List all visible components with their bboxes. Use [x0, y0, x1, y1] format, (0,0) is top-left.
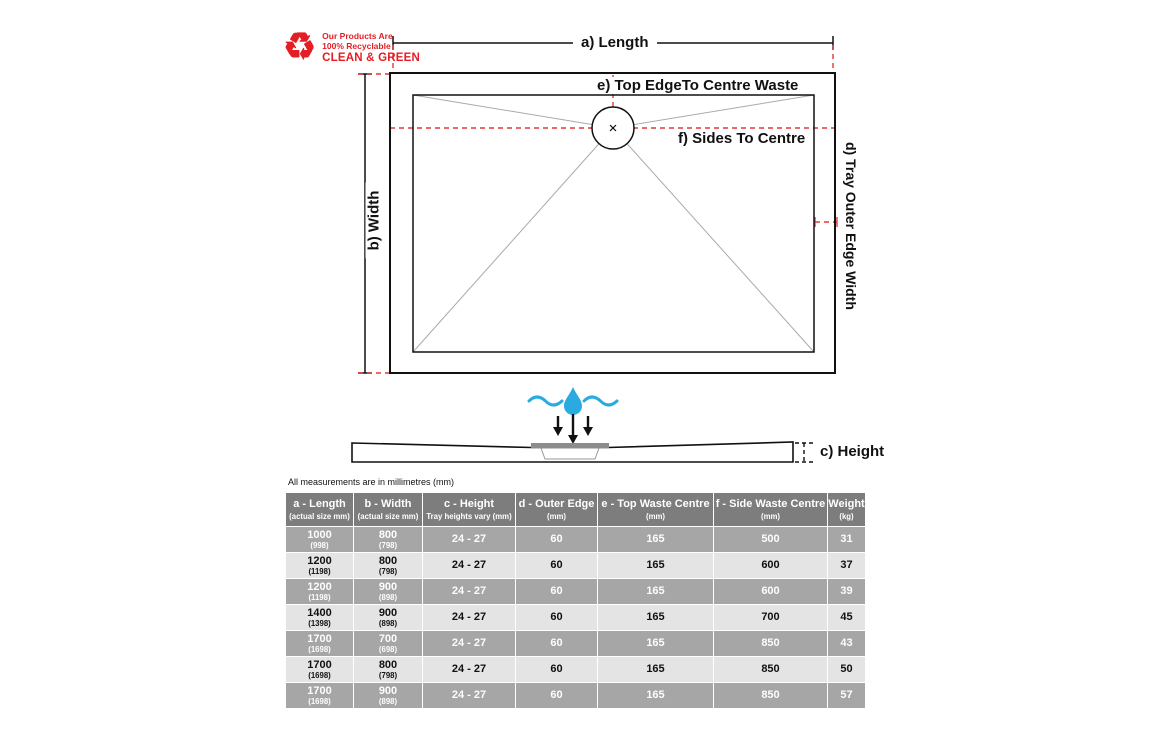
- width-label: b) Width: [365, 183, 382, 259]
- water-drop-icon: [564, 387, 582, 415]
- top-waste-centre-cell: 165: [598, 579, 714, 605]
- outer-edge-cell: 60: [516, 527, 598, 553]
- outer-edge-cell: 60: [516, 631, 598, 657]
- table-row: [286, 683, 866, 709]
- side-waste-centre-cell: 500: [714, 527, 828, 553]
- outer-edge-cell: 60: [516, 657, 598, 683]
- outer-edge-cell: 60: [516, 683, 598, 709]
- height-cell: 24 - 27: [423, 527, 516, 553]
- spec-table: [285, 492, 866, 709]
- outer-edge-cell: 60: [516, 605, 598, 631]
- weight-cell: 37: [828, 553, 866, 579]
- height-label: c) Height: [820, 443, 885, 460]
- flow-arrows: [553, 414, 593, 444]
- col-weight: Weight (kg): [828, 493, 866, 527]
- weight-cell: 57: [828, 683, 866, 709]
- weight-cell: 45: [828, 605, 866, 631]
- length-cell: 1700 (1698): [286, 631, 354, 657]
- weight-cell: 39: [828, 579, 866, 605]
- width-cell: 900 (898): [354, 683, 423, 709]
- col-width: b - Width (actual size mm): [354, 493, 423, 527]
- table-row: [286, 527, 866, 553]
- outer-edge-cell: 60: [516, 553, 598, 579]
- height-cell: 24 - 27: [423, 631, 516, 657]
- side-waste-centre-cell: 700: [714, 605, 828, 631]
- side-waste-centre-cell: 600: [714, 579, 828, 605]
- table-row: [286, 579, 866, 605]
- top-edge-to-centre-waste-label: e) Top EdgeTo Centre Waste: [597, 77, 799, 94]
- width-cell: 700 (698): [354, 631, 423, 657]
- height-cell: 24 - 27: [423, 605, 516, 631]
- height-cell: 24 - 27: [423, 579, 516, 605]
- col-height: c - Height Tray heights vary (mm): [423, 493, 516, 527]
- length-cell: 1200 (1198): [286, 553, 354, 579]
- length-cell: 1700 (1698): [286, 657, 354, 683]
- top-waste-centre-cell: 165: [598, 553, 714, 579]
- height-cell: 24 - 27: [423, 657, 516, 683]
- width-cell: 900 (898): [354, 605, 423, 631]
- sides-to-centre-label: f) Sides To Centre: [678, 130, 806, 147]
- tray-outer-edge-width-label: d) Tray Outer Edge Width: [843, 142, 859, 310]
- recyclable-badge: [283, 28, 420, 66]
- top-waste-centre-cell: 165: [598, 657, 714, 683]
- table-row: [286, 553, 866, 579]
- waste-bar: [531, 443, 609, 449]
- length-cell: 1200 (1198): [286, 579, 354, 605]
- top-waste-centre-cell: 165: [598, 631, 714, 657]
- side-waste-centre-cell: 850: [714, 657, 828, 683]
- weight-cell: 31: [828, 527, 866, 553]
- side-waste-centre-cell: 850: [714, 683, 828, 709]
- red-dashed-guides: [358, 45, 837, 373]
- col-side-waste-centre: f - Side Waste Centre (mm): [714, 493, 828, 527]
- outer-edge-cell: 60: [516, 579, 598, 605]
- weight-cell: 43: [828, 631, 866, 657]
- col-top-waste-centre: e - Top Waste Centre (mm): [598, 493, 714, 527]
- weight-cell: 50: [828, 657, 866, 683]
- badge-line1: Our Products Are: [322, 31, 393, 41]
- width-cell: 900 (898): [354, 579, 423, 605]
- width-cell: 800 (798): [354, 527, 423, 553]
- col-length: a - Length (actual size mm): [286, 493, 354, 527]
- table-header-row: [286, 493, 866, 527]
- length-cell: 1700 (1698): [286, 683, 354, 709]
- height-cell: 24 - 27: [423, 553, 516, 579]
- top-waste-centre-cell: 165: [598, 527, 714, 553]
- recycle-icon: ♻: [283, 26, 317, 67]
- length-cell: 1000 (998): [286, 527, 354, 553]
- badge-line3: CLEAN & GREEN: [322, 51, 420, 64]
- measurements-note: All measurements are in millimetres (mm): [288, 477, 455, 487]
- table-row: [286, 605, 866, 631]
- width-cell: 800 (798): [354, 657, 423, 683]
- table-row: [286, 631, 866, 657]
- height-cell: 24 - 27: [423, 683, 516, 709]
- length-cell: 1400 (1398): [286, 605, 354, 631]
- side-waste-centre-cell: 600: [714, 553, 828, 579]
- top-waste-centre-cell: 165: [598, 605, 714, 631]
- length-label: a) Length: [573, 34, 657, 51]
- table-row: [286, 657, 866, 683]
- width-cell: 800 (798): [354, 553, 423, 579]
- side-waste-centre-cell: 850: [714, 631, 828, 657]
- height-dimension-bracket: [795, 443, 815, 462]
- badge-line2: 100% Recyclable: [322, 40, 391, 51]
- top-waste-centre-cell: 165: [598, 683, 714, 709]
- spec-table-body: [286, 527, 866, 709]
- col-outer-edge: d - Outer Edge (mm): [516, 493, 598, 527]
